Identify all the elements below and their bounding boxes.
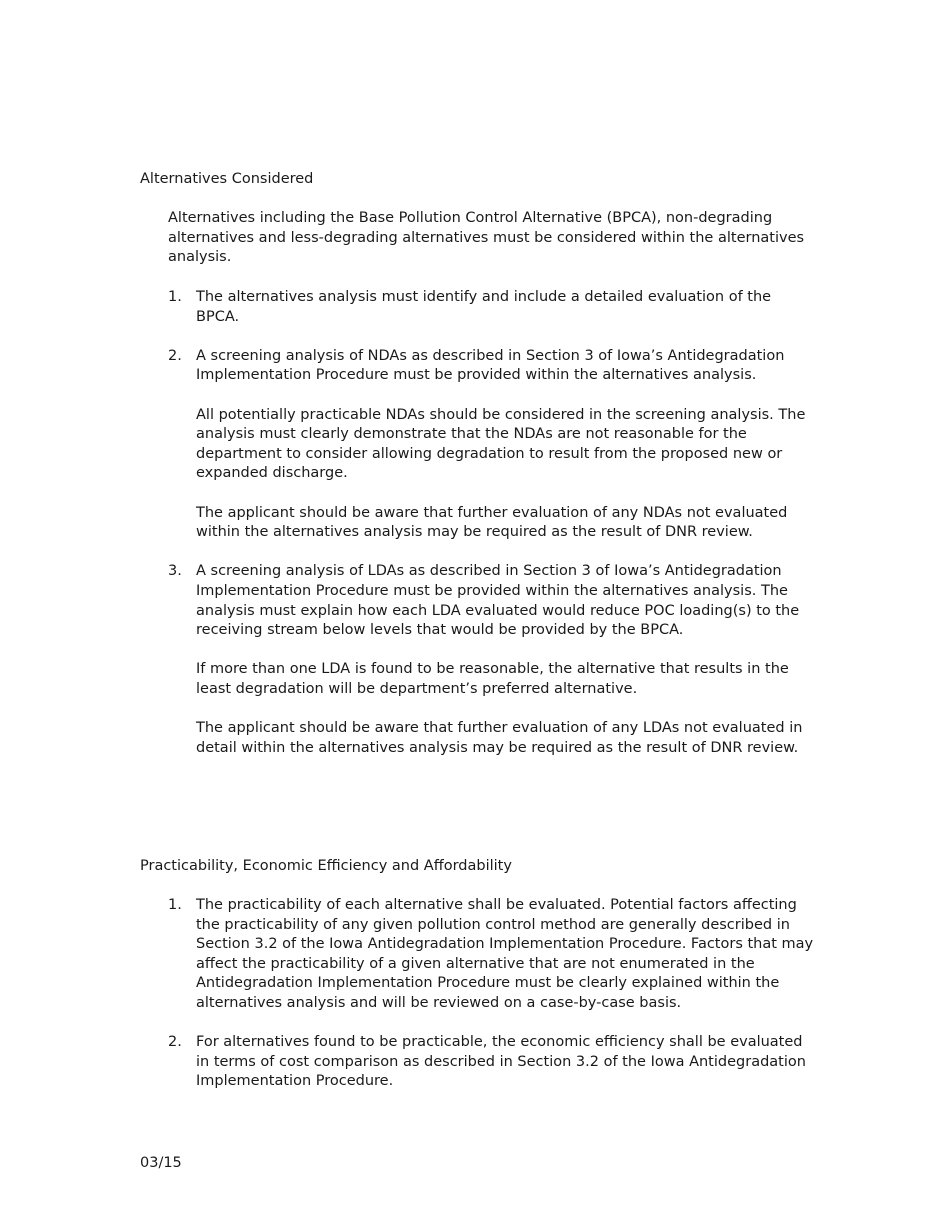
list-item bbox=[168, 288, 818, 327]
list-item-text: A screening analysis of LDAs as described in Section 3 of Iowa’s Antidegradation Implementation Procedure must be provided within the alternatives analysis. The analysis must explain how each LDA evaluated would reduce POC loading(s) to the receiving stream below levels that would be provided by the BPCA. bbox=[196, 563, 800, 639]
list-item-text: The practicability of each alternative shall be evaluated. Potential factors affecting the practicability of any given pollution control method are generally described in Section 3.2 of the Iowa Antidegradation Implementation Procedure. Factors that may affect the practicability of a given alternative that are not enumerated in the Antidegradation Implementation Procedure must be clearly explained within the alternatives analysis and will be reviewed on a case-by-case basis. bbox=[196, 897, 814, 1011]
list-item bbox=[168, 1033, 818, 1092]
list-item-number: 1. bbox=[168, 897, 182, 913]
list-item-text: A screening analysis of NDAs as described in Section 3 of Iowa’s Antidegradation Implementation Procedure must be provided within the alternatives analysis. bbox=[196, 347, 785, 384]
list-item bbox=[168, 896, 818, 1014]
list-item-number: 2. bbox=[168, 1034, 182, 1051]
list-item bbox=[168, 347, 818, 543]
list-item-text: All potentially practicable NDAs should be considered in the screening analysis. The analysis must clearly demonstrate that the NDAs are not reasonable for the department to consider allowing degradation to result from the proposed new or expanded discharge. bbox=[196, 406, 806, 482]
alternatives-list bbox=[168, 288, 818, 758]
list-item-text: The alternatives analysis must identify and include a detailed evaluation of the BPCA. bbox=[196, 289, 772, 325]
alternatives-intro: Alternatives including the Base Pollution Control Alternative (BPCA), non-degrading alternatives and less-degrading alternatives must be considered within the alternatives analysis. bbox=[168, 210, 805, 266]
section-heading-practicability: Practicability, Economic Efficiency and Affordability bbox=[140, 858, 512, 874]
footer-date-code: 03/15 bbox=[140, 1155, 182, 1171]
list-item-number: 2. bbox=[168, 347, 182, 364]
list-item-text: The applicant should be aware that further evaluation of any NDAs not evaluated within the alternatives analysis may be required as the result of DNR review. bbox=[196, 504, 788, 541]
practicability-list bbox=[168, 896, 818, 1092]
list-item-text: If more than one LDA is found to be reasonable, the alternative that results in the least degradation will be department’s preferred alternative. bbox=[196, 661, 789, 697]
list-item bbox=[168, 562, 818, 758]
list-item-text: For alternatives found to be practicable, the economic efficiency shall be evaluated in terms of cost comparison as described in Section 3.2 of the Iowa Antidegradation Implementation Procedure. bbox=[196, 1034, 806, 1090]
list-item-number: 3. bbox=[168, 563, 182, 580]
list-item-text: The applicant should be aware that further evaluation of any LDAs not evaluated in detail within the alternatives analysis may be required as the result of DNR review. bbox=[196, 720, 803, 756]
list-item-number: 1. bbox=[168, 289, 182, 305]
section-heading-alternatives: Alternatives Considered bbox=[140, 171, 314, 187]
